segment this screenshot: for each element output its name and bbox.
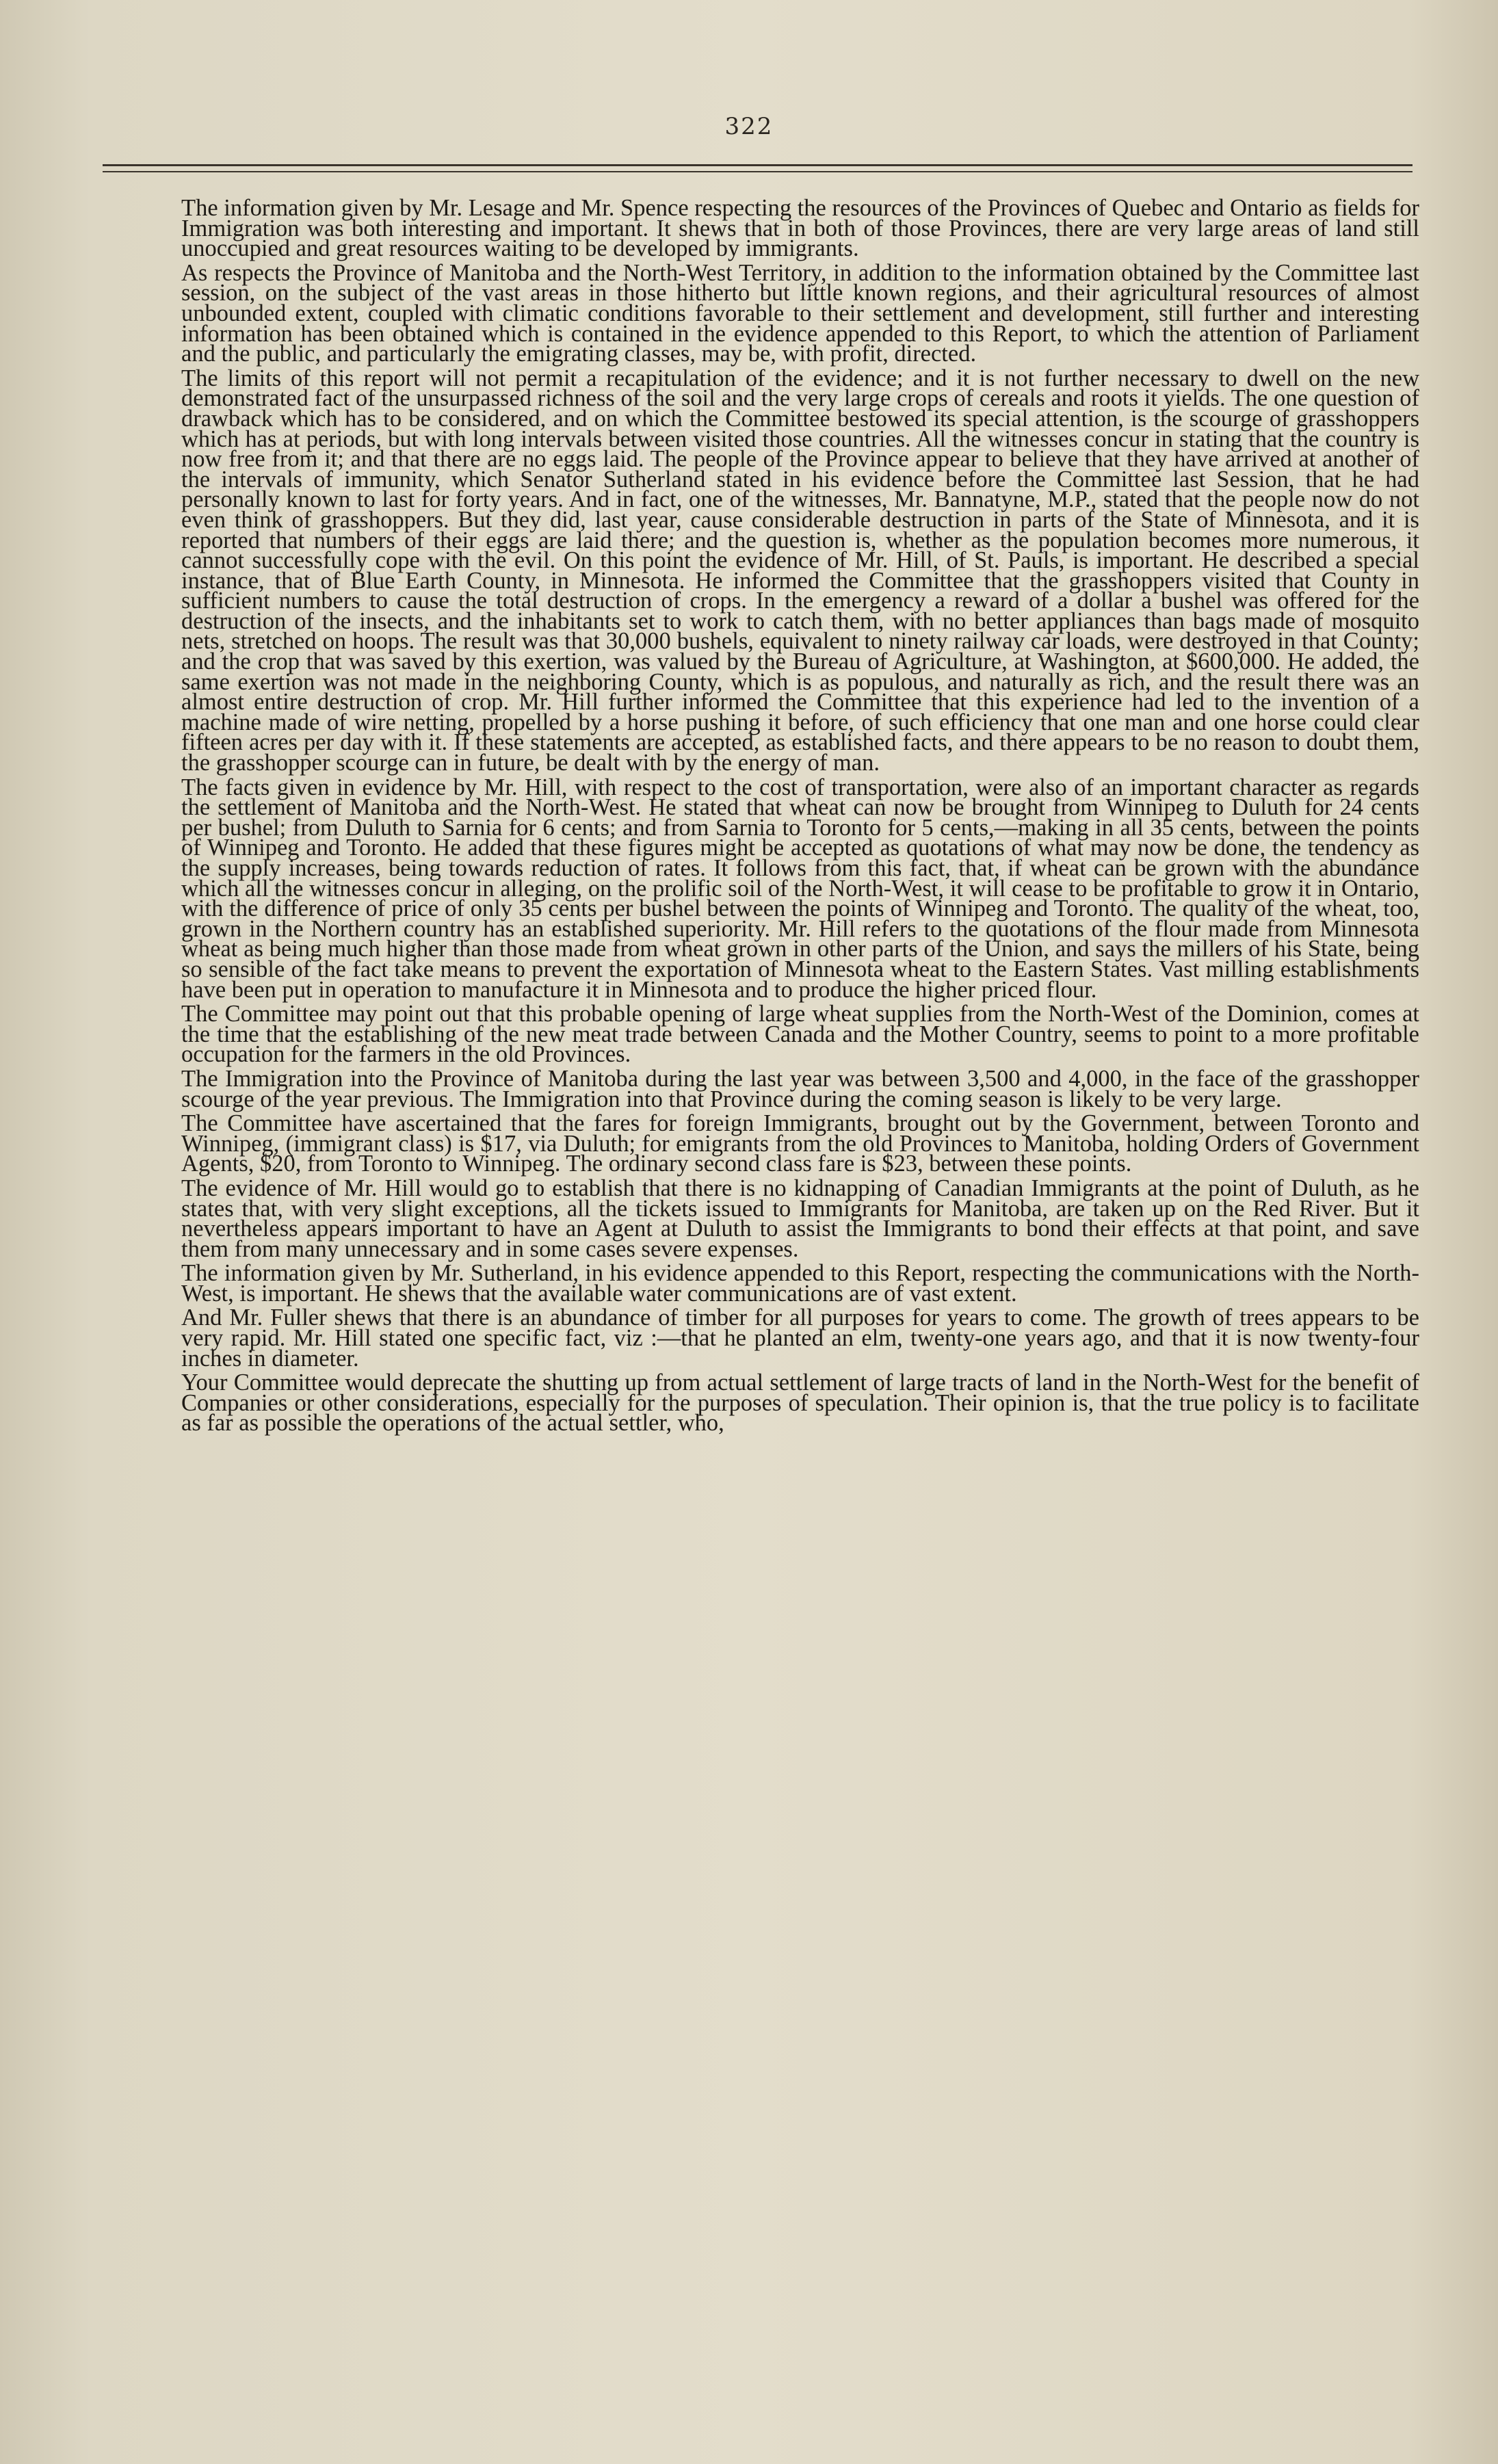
paragraph-settlement-policy: Your Committee would deprecate the shutting up from actual settlement of large tracts of land in the North-West for the benefit of Companies or other considerations, especially for the purposes of speculation. Their opinion is, that the true policy is to facilitate as far as possible the operations of the actual settler, who, [181,1369,1419,1437]
paragraph-grasshoppers: The limits of this report will not permit a recapitulation of the evidence; and it is not further necessary to dwell on the new demonstrated fact of the unsurpassed richness of the soil and the very large crops of cereals and roots it yields. The one question of drawback which has to be considered, and on which the Committee bestowed its special attention, is the scourge of grasshoppers which has at periods, but with long intervals between visited those countries. All the witnesses concur in stating that the country is now free from it; and that there are no eggs laid. The people of the Province appear to believe that they have arrived at another of the intervals of immunity, which Senator Sutherland stated in his evidence before the Committee last Session, that he had personally known to last for forty years. And in fact, one of the witnesses, Mr. Bannatyne, M.P., stated that the people now do not even think of grasshoppers. But they did, last year, cause considerable destruction in parts of the State of Minnesota, and it is reported that numbers of their eggs are laid there; and the question is, whether as the population becomes more numerous, it cannot successfully cope with the evil. On this point the evidence of Mr. Hill, of St. Pauls, is important. He described a special instance, that of Blue Earth County, in Minnesota. He informed the Committee that the grasshoppers visited that County in sufficient numbers to cause the total destruction of crops. In the emergency a reward of a dollar a bushel was offered for the destruction of the insects, and the inhabitants set to work to catch them, with no better appliances than bags made of mosquito nets, stretched on hoops. The result was that 30,000 bushels, equivalent to ninety railway car loads, were destroyed in that County; and the crop that was saved by this exertion, was valued by the Bureau of Agriculture, at Washington, at $600,000. He added, the same exertion was not made in the neighboring County, which is as populous, and naturally as rich, and the result there was an almost entire destruction of crop. Mr. Hill further informed the Committee that this experience had led to the invention of a machine made of wire netting, propelled by a horse pushing it before, of such efficiency that one man and one horse could clear fifteen acres per day with it. If these statements are accepted, as established facts, and there appears to be no reason to doubt them, the grasshopper scourge can in future, be dealt with by the energy of man. [181,365,1419,776]
paragraph-transportation: The facts given in evidence by Mr. Hill, with respect to the cost of transportation, were also of an important character as regards the settlement of Manitoba and the North-West. He stated that wheat can now be brought from Winnipeg to Duluth for 24 cents per bushel; from Duluth to Sarnia for 6 cents; and from Sarnia to Toronto for 5 cents,—making in all 35 cents, between the points of Winnipeg and Toronto. He added that these figures might be accepted as quotations of what may now be done, the tendency as the supply increases, being towards reduction of rates. It follows from this fact, that, if wheat can be grown with the abundance which all the witnesses concur in alleging, on the prolific soil of the North-West, it will cease to be profitable to grow it in Ontario, with the difference of price of only 35 cents per bushel between the points of Winnipeg and Toronto. The quality of the wheat, too, grown in the Northern country has an established superiority. Mr. Hill refers to the quotations of the flour made from Minnesota wheat as being much higher than those made from wheat grown in other parts of the Union, and says the millers of his State, being so sensible of the fact take means to prevent the exportation of Minnesota wheat to the Eastern States. Vast milling establishments have been put in operation to manufacture it in Minnesota and to produce the higher priced flour. [181,774,1419,1003]
paragraph-duluth: The evidence of Mr. Hill would go to establish that there is no kidnapping of Canadian Immigrants at the point of Duluth, as he states that, with very slight exceptions, all the tickets issued to Immigrants for Manitoba, are taken up on the Red River. But it nevertheless appears important to have an Agent at Duluth to assist the Immigrants to bond their effects at that point, and save them from many unnecessary and in some cases severe expenses. [181,1175,1419,1262]
paragraph-fares: The Committee have ascertained that the fares for foreign Immigrants, brought out by the Government, between Toronto and Winnipeg, (immigrant class) is $17, via Duluth; for emigrants from the old Provinces to Manitoba, holding Orders of Government Agents, $20, from Toronto to Winnipeg. The ordinary second class fare is $23, between these points. [181,1110,1419,1177]
header-rule-bottom [103,171,1412,172]
paragraph-wheat-supplies: The Committee may point out that this probable opening of large wheat supplies from the North-West of the Dominion, comes at the time that the establishing of the new meat trade between Canada and the Mother Country, seems to point to a more profitable occupation for the farmers in the old Provinces. [181,1001,1419,1068]
report-text [72,195,1419,1437]
page-number: 322 [724,113,774,140]
header-rule-top [103,164,1412,166]
paragraph-fuller-timber: And Mr. Fuller shews that there is an abundance of timber for all purposes for years to come. The growth of trees appears to be very rapid. Mr. Hill stated one specific fact, viz :—that he planted an elm, twenty-one years ago, and that it is now twenty-four inches in diameter. [181,1305,1419,1372]
paragraph-sutherland: The information given by Mr. Sutherland, in his evidence appended to this Report, respecting the communications with the North-West, is important. He shews that the available water communications are of vast extent. [181,1260,1419,1307]
paragraph-manitoba-north-west: As respects the Province of Manitoba and the North-West Territory, in addition to the information obtained by the Committee last session, on the subject of the vast areas in those hitherto but little known regions, and their agricultural resources of almost unbounded extent, coupled with climatic conditions favorable to their settlement and development, still further and interesting information has been obtained which is contained in the evidence appended to this Report, to which the attention of Parliament and the public, and particularly the emigrating classes, may be, with profit, directed. [181,259,1419,367]
paragraph-immigration-manitoba: The Immigration into the Province of Manitoba during the last year was between 3,500 and 4,000, in the face of the grasshopper scourge of the year previous. The Immigration into that Province during the coming season is likely to be very large. [181,1065,1419,1112]
paragraph-lesage-spence: The information given by Mr. Lesage and Mr. Spence respecting the resources of the Provinces of Quebec and Ontario as fields for Immigration was both interesting and important. It shews that in both of those Provinces, there are very large areas of land still unoccupied and great resources waiting to be developed by immigrants. [181,195,1419,262]
